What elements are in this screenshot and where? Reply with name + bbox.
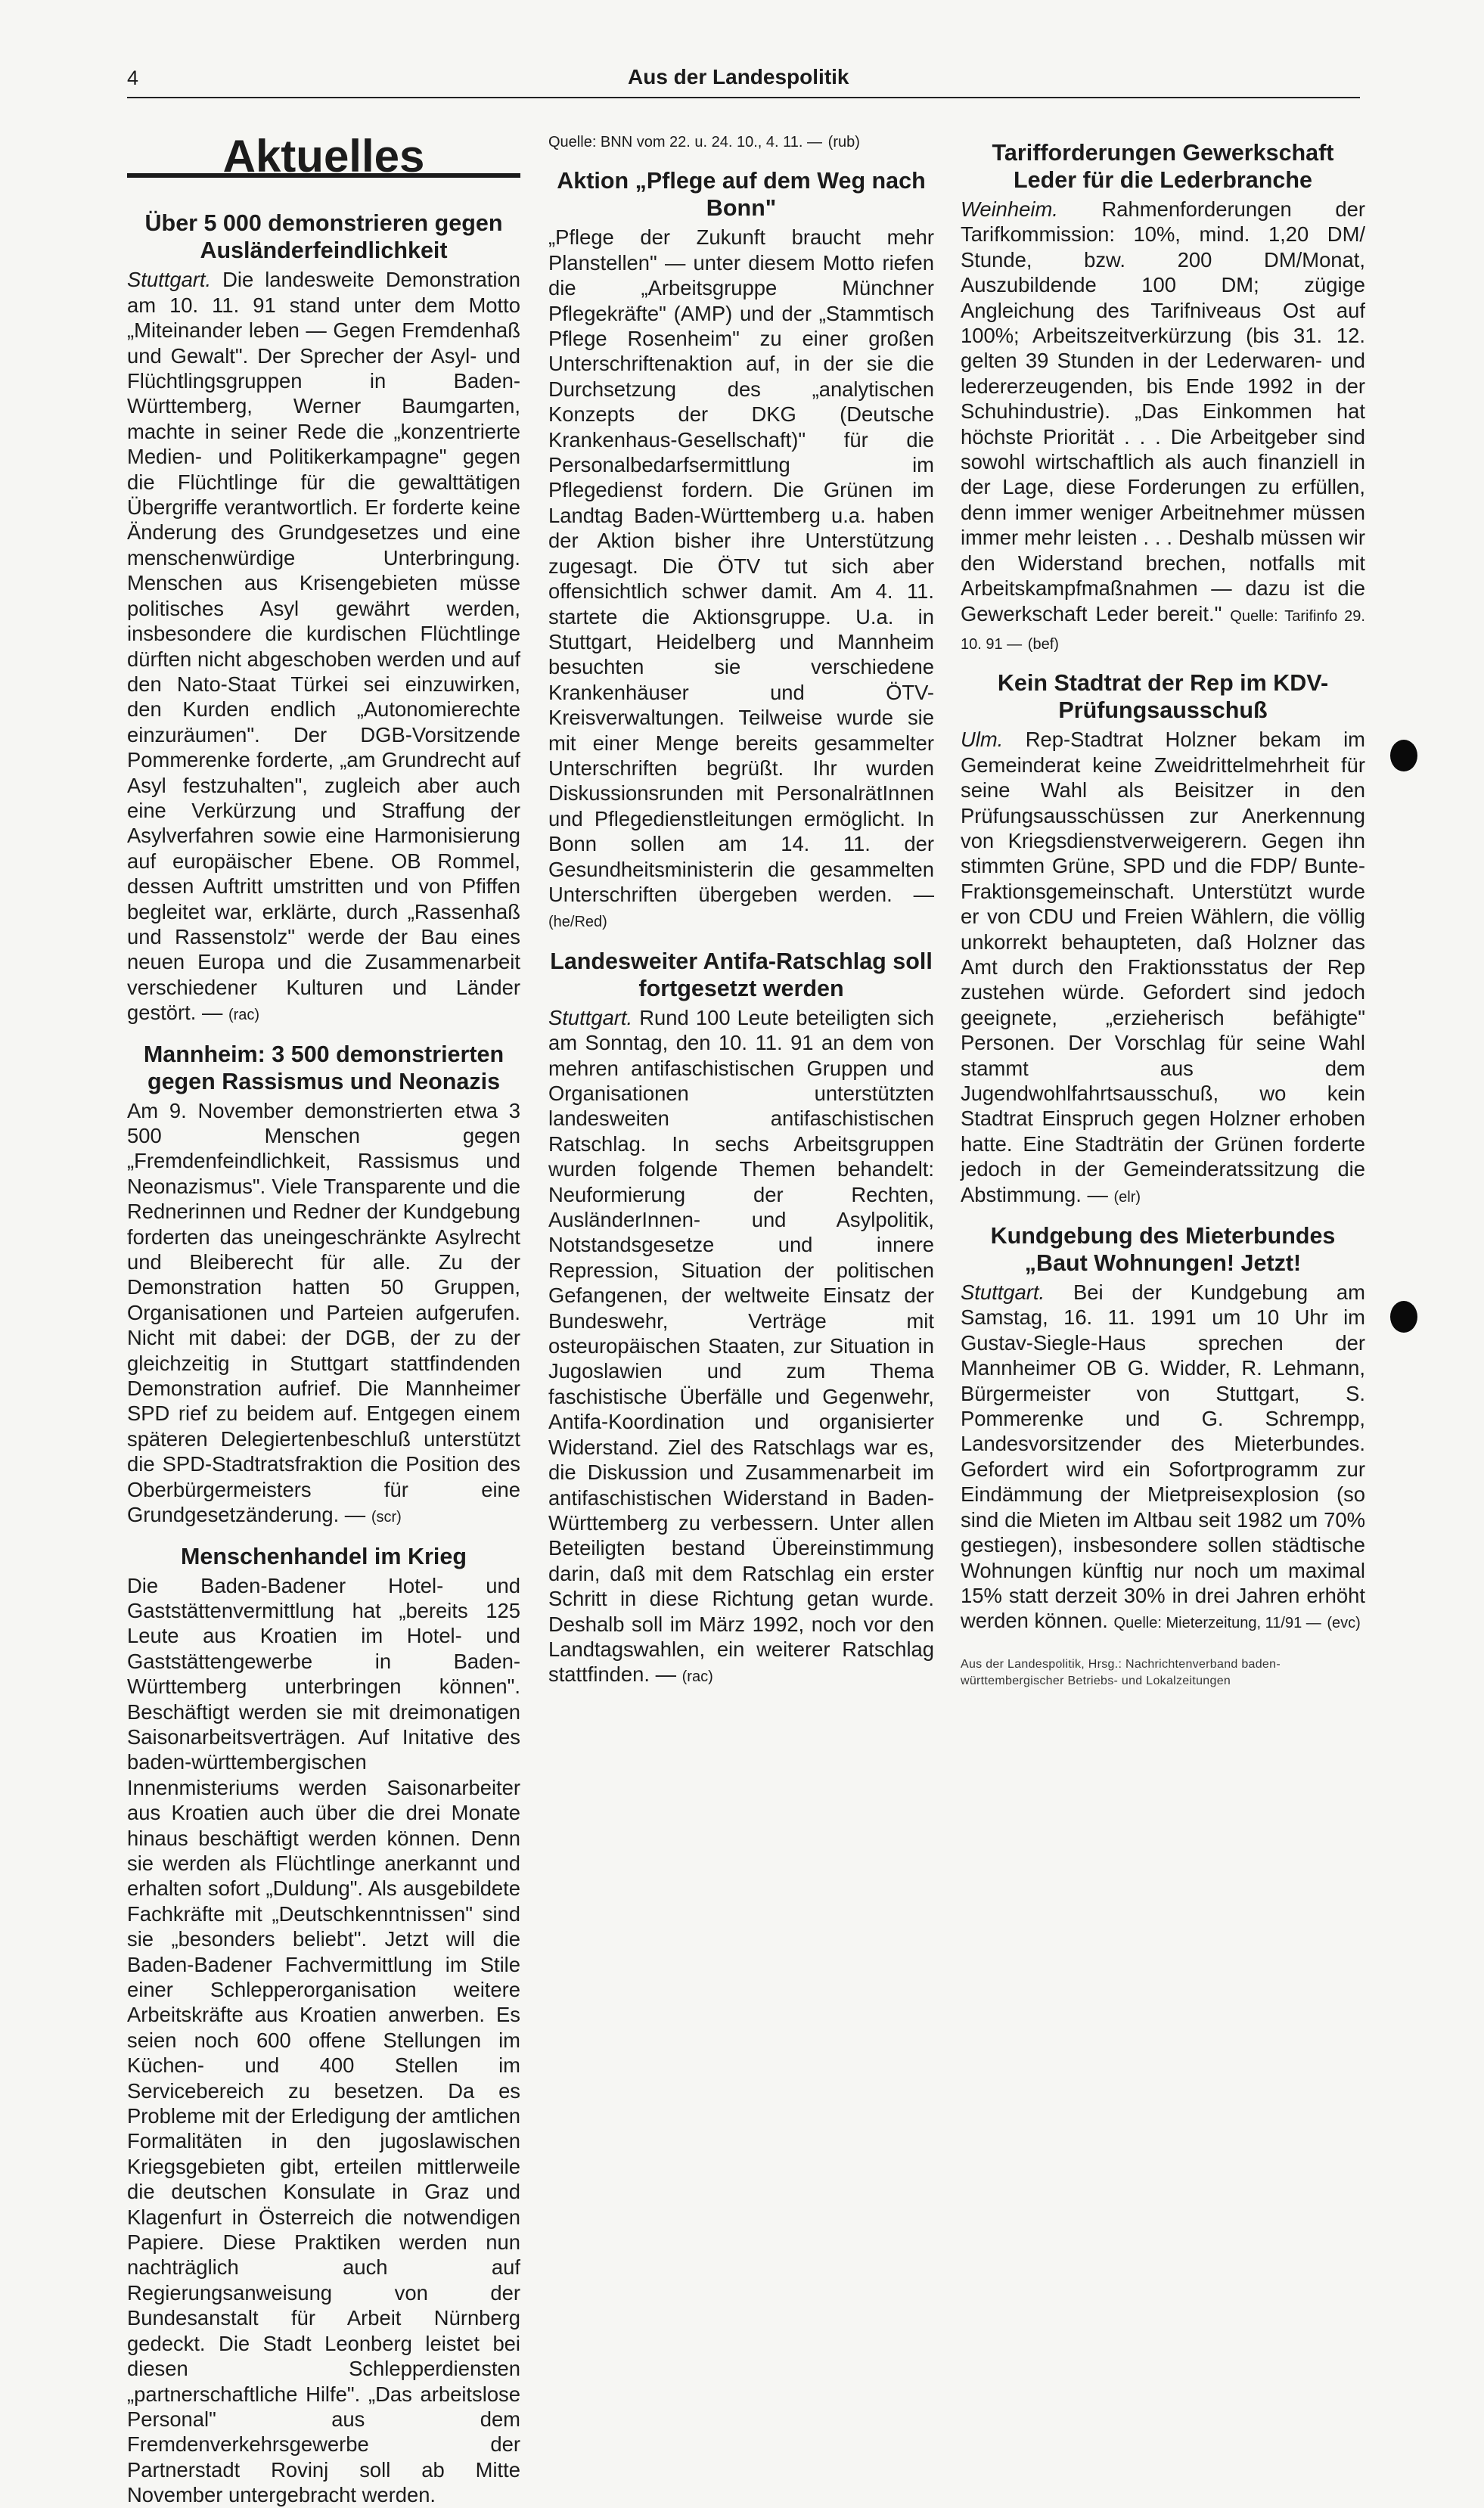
article-text: Rep-Stadtrat Holzner bekam im Gemeinderat keine Zweidrittelmehrheit für seine Wahl als Beisitzer in den Prüfungsausschüssen zur Anerkennung von Kriegsdienstverweigerern. Gegen ihn stimmten Grüne, SPD und die FDP/ Bunte-Fraktionsgemeinschaft. Unterstützt wurde er von CDU und Freien Wählern, die völlig unkorrekt behaupteten, daß Holzner das Amt durch den Fraktionsstatus der Rep zustehen würde. Gefordert sind jedoch geeignete, „erzieherisch befähigte" Personen. Der Vorschlag für seine Wahl stammt aus dem Jugendwohlfahrtsausschuß, wo kein Stadtrat Einspruch gegen Holzner erhoben hatte. Eine Stadträtin der Grünen forderte jedoch in der Gemeinderatssitzung die Abstimmung. — <box>961 728 1365 1206</box>
article-demonstration-stuttgart <box>127 210 520 1028</box>
article-sign: (bef) <box>1027 635 1059 653</box>
article-sign: (evc) <box>1327 1615 1361 1632</box>
article-sign: (rac) <box>228 1007 260 1024</box>
column-2 <box>548 127 934 1690</box>
article-text: Rund 100 Leute beteiligten sich am Sonntag, den 10. 11. 91 an dem von mehren antifaschistischen Gruppen und Organisationen unterstützten landesweiten antifaschistischen Ratschlag. In sechs Arbeitsgruppen wurden folgende Themen behandelt: Neuformierung der Rechten, AusländerInnen- und Asylpolitik, Notstandsgesetze und innere Repression, Situation der politischen Gefangenen, der weltweite Einsatz der Bundeswehr, Verträge mit osteuropäischen Staaten, zur Situation in Jugoslawien und zum Thema faschistische Überfälle und Gegenwehr, Antifa-Koordination und organisierter Widerstand. Ziel des Ratschlags war es, die Diskussion und Zusammenarbeit im antifaschistischen Widerstand in Baden-Württemberg zu verbessern. Unter allen Beteiligten bestand Übereinstimmung darin, daß mit dem Ratschlag ein erster Schritt in diese Richtung getan wurde. Deshalb soll im März 1992, noch vor den Landtagswahlen, ein weiterer Ratschlag stattfinden. — <box>548 1005 934 1687</box>
article-text: Am 9. November demonstrierten etwa 3 500 Menschen gegen „Fremdenfeindlichkeit, Rassismus und Neonazismus". Viele Transparente und die Rednerinnen und Redner der Kundgebung forderten das uneingeschränkte Asylrecht und Bleiberecht für alle. Zu der Demonstration hatten 50 Gruppen, Organisationen und Parteien aufgerufen. Nicht mit dabei: der DGB, der zu der gleichzeitig in Stuttgart stattfindenden Demonstration aufrief. Die Mannheimer SPD rief zu beidem auf. Entgegen einem späteren Delegiertenbeschluß unterstützt die SPD-Stadtratsfraktion die Position des Oberbürgermeisters für eine Grundgesetzänderung. — <box>127 1098 520 1527</box>
article-source: Quelle: BNN vom 22. u. 24. 10., 4. 11. — <box>548 134 823 151</box>
column-1 <box>127 127 520 2508</box>
article-source: Quelle: Tarifinfo 29. 10. 91 — <box>961 607 1365 653</box>
header-rule <box>127 97 1360 98</box>
article-sign: (rac) <box>681 1668 713 1686</box>
article-sign: (he/Red) <box>548 914 607 931</box>
article-menschenhandel <box>127 1543 520 2508</box>
article-headline: Mannheim: 3 500 demonstrierten gegen Rassismus und Neonazis <box>143 1041 504 1094</box>
article-body <box>961 197 1365 657</box>
article-tarifforderungen <box>961 139 1365 657</box>
article-body <box>127 1098 520 1531</box>
article-text: Die Baden-Badener Hotel- und Gaststättenvermittlung hat „bereits 125 Leute aus Kroatien im Hotel- und Gaststättengewerbe in Baden-Württemberg unterbringen können". Beschäftigt werden sie mit dreimonatigen Saisonarbeitsverträgen. Auf Initative des baden-württembergischen Innenmisteriums werden Saisonarbeiter aus Kroatien auch über die drei Monate hinaus beschäftigt werden können. Denn sie werden als Flüchtlinge anerkannt und erhalten sofort „Duldung". Als ausgebildete Fachkräfte mit „Deutschkenntnissen" sind sie „besonders beliebt". Jetzt will die Baden-Badener Fachvermittlung im Stile einer Schlepperorganisation weitere Arbeitskräfte aus Kroatien anwerben. Es seien noch 600 offene Stellungen im Küchen- und 400 Stellen im Servicebereich zu besetzen. Da es Probleme mit der Erledigung der amtlichen Formalitäten in den jugoslawischen Kriegsgebieten gibt, erteilen mittlerweile die deutschen Konsulate in Graz und Klagenfurt in Österreich die notwendigen Papiere. Diese Praktiken werden nun nachträglich auch auf Regierungsanweisung von der Bundesanstalt für Arbeit Nürnberg gedeckt. Die Stadt Leonberg leistet bei diesen Schlepperdiensten „partnerschaftliche Hilfe". „Das arbeitslose Personal" aus dem Fremdenverkehrsgewerbe der Partnerstadt Rovinj soll ab Mitte November untergebracht werden. <box>127 1573 520 2507</box>
article-body <box>961 727 1365 1210</box>
article-headline: Menschenhandel im Krieg <box>181 1543 467 1569</box>
article-antifa-ratschlag <box>548 948 934 1690</box>
article-kdv-pruefungsausschuss <box>961 669 1365 1210</box>
article-place: Stuttgart. <box>548 1005 633 1029</box>
article-headline: Kundgebung des Mieterbundes „Baut Wohnungen! Jetzt! <box>990 1223 1336 1277</box>
article-text: Die landesweite Demonstration am 10. 11. 91 stand unter dem Motto „Miteinander leben — Gegen Fremdenhaß und Gewalt". Der Sprecher der Asyl- und Flüchtlingsgruppen in Baden-Württemberg, Werner Baumgarten, machte in seiner Rede die „konzentrierte Medien- und Politikerkampagne" gegen die Flüchtlinge für die gewalttätigen Übergriffe verantwortlich. Er forderte keine Änderung des Grundgesetzes und eine menschenwürdige Unterbringung. Menschen aus Krisengebieten müsse politisches Asyl gewährt werden, insbesondere die kurdischen Flüchtlinge dürften nicht abgeschoben werden und auf den Nato-Staat Türkei sei einzuwirken, den Kurden endlich „Autonomierechte einzuräumen". Der DGB-Vorsitzende Pommerenke forderte, „am Grundrecht auf Asyl festzuhalten", zugleich aber auch eine Verkürzung und Straffung der Asylverfahren sowie eine Harmonisierung auf europäischer Ebene. OB Rommel, dessen Auftritt umstritten und von Pfiffen begleitet war, erklärte, durch „Rassenhaß und Rassenstolz" werde der Bau eines neuen Europa und die Zusammenarbeit verschiedener Kulturen und Länder gestört. — <box>127 268 520 1025</box>
punch-hole-mark <box>1390 1301 1417 1333</box>
article-headline: Über 5 000 demonstrieren gegen Ausländerfeindlichkeit <box>144 210 503 264</box>
imprint: Aus der Landespolitik, Hrsg.: Nachrichtenverband baden-württembergischer Betriebs- und Lokalzeitungen <box>961 1657 1281 1687</box>
article-continuation <box>548 127 934 155</box>
article-place: Stuttgart. <box>961 1280 1045 1305</box>
article-source: Quelle: Mieterzeitung, 11/91 — <box>1113 1615 1321 1632</box>
article-body <box>548 225 934 935</box>
article-sign: (scr) <box>371 1509 402 1526</box>
article-headline: Landesweiter Antifa-Ratschlag soll fortgesetzt werden <box>550 948 933 1001</box>
running-head: Aus der Landespolitik <box>628 65 849 88</box>
article-body <box>961 1280 1365 1637</box>
article-body <box>127 267 520 1028</box>
article-text: Bei der Kundgebung am Samstag, 16. 11. 1991 um 10 Uhr im Gustav-Siegle-Haus sprechen der Mannheimer OB G. Widder, R. Lehmann, Bürgermeister von Stuttgart, S. Pommerenke und G. Schrempp, Landesvorsitzender des Mieterbundes. Gefordert wird ein Sofortprogramm zur Eindämmung der Mietpreisexplosion (so sind die Mieten im Altbau seit 1982 um 70% gestiegen), insbesondere sollen städtische Wohnungen künftig nur noch um maximal 15% statt derzeit 30% in drei Jahren erhöht werden können. <box>961 1280 1365 1633</box>
column-3 <box>961 127 1365 1690</box>
article-sign: (rub) <box>827 134 860 151</box>
article-body <box>127 1573 520 2508</box>
article-headline: Aktion „Pflege auf dem Weg nach Bonn" <box>557 168 926 222</box>
page-number: 4 <box>127 67 139 89</box>
article-text: Rahmenforderungen der Tarifkommission: 10%, mind. 1,20 DM/ Stunde, bzw. 200 DM/Monat, Auszubildende 100 DM; zügige Angleichung des Tarifniveaus Ost auf 100%; Arbeitszeitverkürzung (bis 31. 12. gelten 39 Stunden in der Lederwaren- und ledererzeugenden, bis Ende 1992 in der Schuhindustrie). „Das Einkommen hat höchste Priorität . . . Die Arbeitgeber sind sowohl wirtschaftlich als auch finanziell in der Lage, diese Forderungen zu erfüllen, denn immer weniger Arbeitnehmer müssen immer mehr leisten . . . Deshalb müssen wir den Widerstand brechen, notfalls mit Arbeitskampfmaßnahmen — dazu ist die Gewerkschaft Leder bereit." <box>961 197 1365 625</box>
section-title: Aktuelles <box>127 127 520 178</box>
article-text: „Pflege der Zukunft braucht mehr Planstellen" — unter diesem Motto riefen die „Arbeitsgruppe Münchner Pflegekräfte" (AMP) und der „Stammtisch Pflege Rosenheim" zu einer großen Unterschriftenaktion auf, in der sie die Durchsetzung des „analytischen Konzepts der DKG (Deutsche Krankenhaus-Gesellschaft)" für die Personalbedarfsermittlung im Pflegedienst fordern. Die Grünen im Landtag Baden-Württemberg u.a. haben der Aktion bisher ihre Unterstützung zugesagt. Die ÖTV tut sich aber offensichtlich schwer damit. Am 4. 11. startete die Aktionsgruppe. U.a. in Stuttgart, Heidelberg und Mannheim besuchten sie verschiedene Krankenhäuser und ÖTV-Kreisverwaltungen. Teilweise wurde sie mit einer Menge bereits gesammelter Unterschriften begrüßt. Ihr wurden Diskussionsrunden mit PersonalrätInnen und Pflegedienstleitungen ermöglicht. In Bonn sollen am 14. 11. der Gesundheitsministerin die gesammelten Unterschriften übergeben werden. — <box>548 225 934 906</box>
article-place: Stuttgart. <box>127 268 212 292</box>
article-pflege-aktion <box>548 167 934 935</box>
article-headline: Tarifforderungen Gewerkschaft Leder für die Lederbranche <box>992 140 1334 193</box>
article-place: Ulm. <box>961 728 1004 752</box>
article-demonstration-mannheim <box>127 1041 520 1531</box>
article-headline: Kein Stadtrat der Rep im KDV-Prüfungsausschuß <box>997 670 1329 724</box>
article-place: Weinheim. <box>961 197 1058 221</box>
article-sign: (elr) <box>1113 1188 1141 1206</box>
article-body <box>548 1005 934 1690</box>
article-mieterbund <box>961 1222 1365 1637</box>
punch-hole-mark <box>1390 740 1417 771</box>
